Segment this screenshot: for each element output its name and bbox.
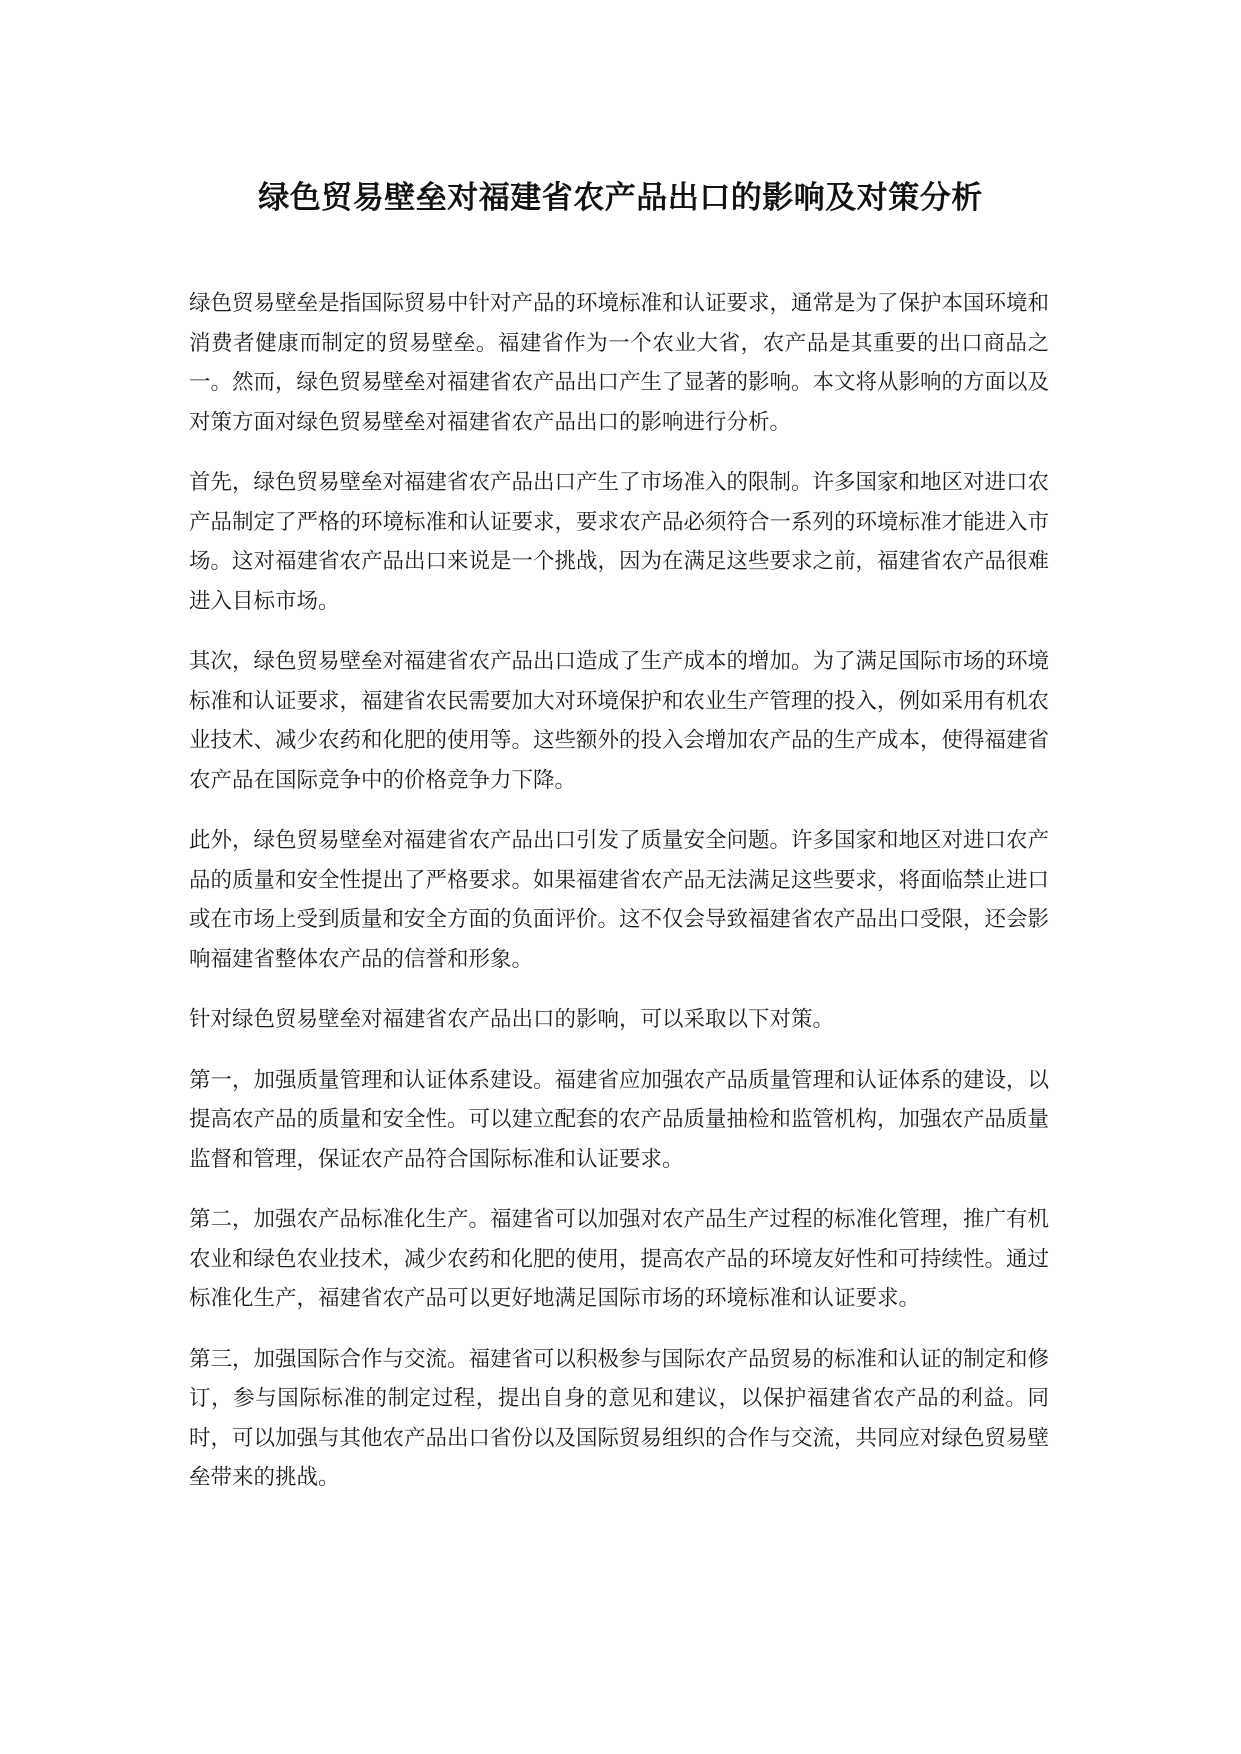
- document-title: 绿色贸易壁垒对福建省农产品出口的影响及对策分析: [258, 180, 983, 216]
- paragraph-market-access: 首先，绿色贸易壁垒对福建省农产品出口产生了市场准入的限制。许多国家和地区对进口农产品制定了严格的环境标准和认证要求，要求农产品必须符合一系列的环境标准才能进入市场。这对福建省农产品出口来说是一个挑战，因为在满足这些要求之前，福建省农产品很难进入目标市场。: [189, 470, 1050, 614]
- paragraph-production-cost: 其次，绿色贸易壁垒对福建省农产品出口造成了生产成本的增加。为了满足国际市场的环境标准和认证要求，福建省农民需要加大对环境保护和农业生产管理的投入，例如采用有机农业技术、减少农药和化肥的使用等。这些额外的投入会增加农产品的生产成本，使得福建省农产品在国际竞争中的价格竞争力下降。: [189, 649, 1050, 793]
- paragraph-intro: 绿色贸易壁垒是指国际贸易中针对产品的环境标准和认证要求，通常是为了保护本国环境和消费者健康而制定的贸易壁垒。福建省作为一个农业大省，农产品是其重要的出口商品之一。然而，绿色贸易壁垒对福建省农产品出口产生了显著的影响。本文将从影响的方面以及对策方面对绿色贸易壁垒对福建省农产品出口的影响进行分析。: [189, 291, 1050, 435]
- document-body: [189, 284, 1049, 1519]
- paragraph-countermeasure-3: 第三，加强国际合作与交流。福建省可以积极参与国际农产品贸易的标准和认证的制定和修订，参与国际标准的制定过程，提出自身的意见和建议，以保护福建省农产品的利益。同时，可以加强与其他农产品出口省份以及国际贸易组织的合作与交流，共同应对绿色贸易壁垒带来的挑战。: [189, 1346, 1050, 1490]
- paragraph-countermeasures-intro: 针对绿色贸易壁垒对福建省农产品出口的影响，可以采取以下对策。: [189, 1007, 835, 1032]
- paragraph-countermeasure-1: 第一，加强质量管理和认证体系建设。福建省应加强农产品质量管理和认证体系的建设，以提高农产品的质量和安全性。可以建立配套的农产品质量抽检和监管机构，加强农产品质量监督和管理，保证农产品符合国际标准和认证要求。: [189, 1067, 1050, 1172]
- paragraph-countermeasure-2: 第二，加强农产品标准化生产。福建省可以加强对农产品生产过程的标准化管理，推广有机农业和绿色农业技术，减少农药和化肥的使用，提高农产品的环境友好性和可持续性。通过标准化生产，福建省农产品可以更好地满足国际市场的环境标准和认证要求。: [189, 1207, 1050, 1311]
- paragraph-quality-safety: 此外，绿色贸易壁垒对福建省农产品出口引发了质量安全问题。许多国家和地区对进口农产品的质量和安全性提出了严格要求。如果福建省农产品无法满足这些要求，将面临禁止进口或在市场上受到质量和安全方面的负面评价。这不仅会导致福建省农产品出口受限，还会影响福建省整体农产品的信誉和形象。: [189, 828, 1050, 972]
